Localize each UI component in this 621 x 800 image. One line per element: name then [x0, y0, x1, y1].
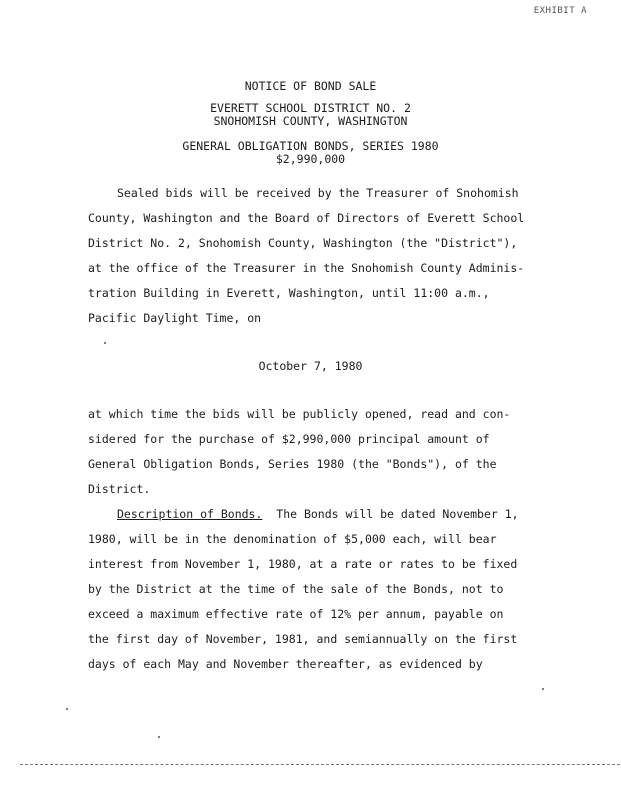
paragraph-3-line: days of each May and November thereafter, as evidenced by	[88, 657, 483, 671]
paragraph-3-first-line	[117, 507, 519, 521]
scan-speck	[104, 342, 106, 344]
paragraph-3-line: 1980, will be in the denomination of $5,000 each, will bear	[88, 532, 497, 546]
paragraph-3-line: by the District at the time of the sale of the Bonds, not to	[88, 582, 504, 596]
exhibit-label: EXHIBIT A	[533, 6, 587, 16]
paragraph-3-line: exceed a maximum effective rate of 12% per annum, payable on	[88, 607, 504, 621]
scan-speck	[158, 736, 160, 738]
paragraph-1-line: County, Washington and the Board of Directors of Everett School	[88, 211, 525, 225]
paragraph-1-line: District No. 2, Snohomish County, Washington (the "District"),	[88, 236, 518, 250]
notice-title	[0, 80, 621, 93]
paragraph-2-line: sidered for the purchase of $2,990,000 principal amount of	[88, 432, 490, 446]
paragraph-3-line: the first day of November, 1981, and semiannually on the first	[88, 632, 518, 646]
title-text: NOTICE OF BOND SALE	[244, 79, 377, 93]
bottom-rule	[20, 764, 620, 765]
amount-line: $2,990,000	[275, 152, 346, 166]
paragraph-2-line: District.	[88, 482, 151, 496]
scan-speck	[66, 708, 68, 710]
paragraph-2-line: at which time the bids will be publicly opened, read and con-	[88, 407, 511, 421]
paragraph-3-line-rest: The Bonds will be dated November 1,	[276, 507, 519, 521]
paragraph-2-line: General Obligation Bonds, Series 1980 (the "Bonds"), of the	[88, 457, 497, 471]
paragraph-1-line: Sealed bids will be received by the Treasurer of Snohomish	[117, 186, 519, 200]
bond-heading	[0, 140, 621, 166]
sale-date: October 7, 1980	[258, 359, 363, 373]
paragraph-1-line: Pacific Daylight Time, on	[88, 311, 262, 325]
paragraph-1-line: tration Building in Everett, Washington, until 11:00 a.m.,	[88, 286, 490, 300]
district-line-1: EVERETT SCHOOL DISTRICT NO. 2	[210, 101, 411, 115]
bonds-line: GENERAL OBLIGATION BONDS, SERIES 1980	[182, 139, 439, 153]
section-heading: Description of Bonds.	[117, 507, 263, 521]
district-heading	[0, 102, 621, 128]
paragraph-3-line: interest from November 1, 1980, at a rate or rates to be fixed	[88, 557, 518, 571]
scan-speck	[542, 688, 544, 690]
paragraph-1-line: at the office of the Treasurer in the Snohomish County Adminis-	[88, 261, 525, 275]
district-line-2: SNOHOMISH COUNTY, WASHINGTON	[213, 114, 408, 128]
